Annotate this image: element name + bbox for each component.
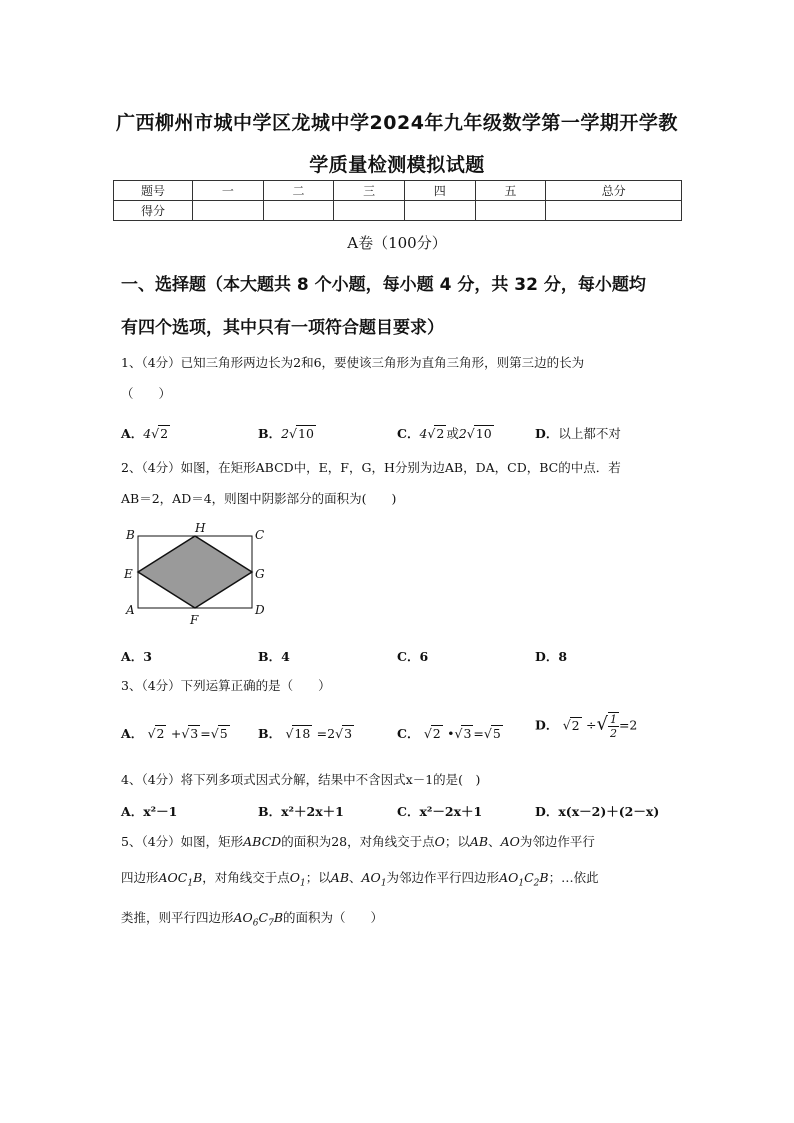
math-text: C: [524, 870, 534, 885]
text: 5、（4分）如图，矩形: [121, 834, 244, 849]
q3-option-c[interactable]: [397, 724, 503, 742]
radicand: 3: [463, 726, 472, 741]
math-text: ABCD: [243, 834, 282, 849]
radicand: 5: [492, 726, 501, 741]
text: ；…依此: [548, 870, 599, 885]
radicand: 18: [294, 726, 311, 741]
q3-option-a[interactable]: [121, 724, 230, 742]
text: ；以: [444, 834, 470, 849]
q3-option-d[interactable]: [535, 712, 637, 740]
label-a: A: [126, 603, 135, 617]
part1-heading-line2: 有四个选项，其中只有一项符合题目要求）: [121, 318, 444, 338]
q4-option-d[interactable]: D．x(x－2)＋(2－x): [535, 804, 660, 819]
operator: •: [447, 726, 455, 741]
label-h: H: [195, 521, 206, 535]
q2-stem-line1: 2、（4分）如图，在矩形ABCD中，E，F，G，H分别为边AB，DA，CD，BC的中点．若: [121, 460, 621, 475]
score-header-cell: 三: [334, 181, 405, 201]
sqrt-icon: √: [466, 426, 475, 441]
q3-option-b[interactable]: [258, 724, 354, 742]
score-blank-cell[interactable]: [546, 201, 682, 221]
math-text: AB: [469, 834, 489, 849]
q1-option-c[interactable]: [397, 424, 494, 442]
math-text: B: [193, 870, 203, 885]
label-g: G: [255, 567, 265, 581]
option-label: C．: [397, 726, 420, 741]
q2-option-d[interactable]: D．8: [535, 649, 568, 664]
option-label: B．: [258, 426, 282, 441]
score-blank-cell[interactable]: [334, 201, 405, 221]
sqrt-icon: √: [151, 426, 160, 441]
radicand: 10: [475, 426, 492, 441]
q5-stem-line3: [121, 902, 681, 940]
sqrt-icon: √: [427, 426, 436, 441]
operator: =: [473, 726, 484, 741]
q2-option-a[interactable]: A．3: [121, 649, 152, 664]
subscript: 1: [518, 878, 525, 889]
math-text: O: [289, 870, 301, 885]
math-text: AOC: [158, 870, 188, 885]
math-text: AO: [361, 870, 381, 885]
sqrt-icon: √: [562, 717, 571, 733]
text: 的面积为28，对角线交于点: [281, 834, 435, 849]
text: 为邻边作平行: [519, 834, 595, 849]
numerator: 1: [609, 713, 617, 726]
sqrt-icon: √: [285, 726, 294, 741]
section-a-heading: A卷（100分）: [347, 234, 447, 252]
q2-stem-line2: AB＝2，AD＝4，则图中阴影部分的面积为( ): [121, 491, 397, 506]
math-text: AB: [330, 870, 350, 885]
coef: 4: [143, 426, 152, 441]
q1-stem-line2: （ ）: [121, 386, 172, 401]
label-d: D: [255, 603, 265, 617]
q2-rectangle-figure: [118, 520, 278, 630]
radicand: 2: [156, 726, 165, 741]
shaded-rhombus: [138, 536, 252, 608]
score-row-label: 得分: [114, 201, 193, 221]
math-text: C: [258, 910, 269, 925]
coef: 2: [458, 426, 467, 441]
text: 类推，则平行四边形: [121, 910, 234, 925]
score-header-cell: 总分: [546, 181, 682, 201]
label-f: F: [190, 613, 199, 627]
option-label: B．: [258, 726, 282, 741]
radicand: 2: [436, 426, 445, 441]
sqrt-icon: √: [454, 726, 463, 741]
radicand: 2: [571, 717, 580, 733]
text: ；以: [305, 870, 331, 885]
coef: 2: [281, 426, 290, 441]
subscript: 7: [268, 918, 274, 929]
score-blank-cell[interactable]: [193, 201, 264, 221]
operator: ÷: [585, 717, 597, 733]
q2-option-b[interactable]: B．4: [258, 649, 290, 664]
option-label: D．: [535, 717, 559, 733]
operator: =2: [618, 717, 638, 733]
math-text: AO: [233, 910, 253, 925]
operator: =: [200, 726, 211, 741]
score-header-cell: 四: [404, 181, 475, 201]
q5-stem-line2: [121, 862, 681, 900]
sqrt-icon: √: [335, 726, 344, 741]
text: 、: [349, 870, 362, 885]
subscript: 2: [533, 878, 540, 889]
q1-option-d[interactable]: [535, 424, 621, 442]
sqrt-icon: √: [147, 726, 156, 741]
option-label: A．: [121, 426, 144, 441]
subscript: 1: [300, 878, 306, 889]
score-table-score-row: [114, 201, 682, 221]
score-blank-cell[interactable]: [404, 201, 475, 221]
operator: +: [170, 726, 182, 741]
text: 四边形: [121, 870, 159, 885]
text: 的面积为（ ）: [283, 910, 384, 925]
q2-option-c[interactable]: C．6: [397, 649, 429, 664]
subscript: 1: [380, 878, 387, 889]
option-label: C．: [397, 426, 420, 441]
radicand: 3: [190, 726, 199, 741]
sqrt-icon: √: [210, 726, 219, 741]
score-header-cell: 题号: [114, 181, 193, 201]
radicand: 2: [432, 726, 441, 741]
score-blank-cell[interactable]: [263, 201, 334, 221]
or-text: 或: [446, 426, 459, 441]
math-text: B: [539, 870, 549, 885]
label-c: C: [255, 528, 265, 542]
q1-option-a[interactable]: [121, 424, 170, 442]
q4-option-c[interactable]: C．x²－2x＋1: [397, 804, 483, 819]
radicand: 10: [298, 426, 314, 441]
text: ，对角线交于点: [202, 870, 290, 885]
score-header-cell: 一: [193, 181, 264, 201]
score-header-cell: 五: [475, 181, 546, 201]
option-label: D．: [535, 426, 559, 441]
radicand: 3: [344, 726, 353, 741]
q1-stem-line1: 1、（4分）已知三角形两边长为2和6，要使该三角形为直角三角形，则第三边的长为: [121, 355, 585, 370]
math-text: O: [434, 834, 445, 849]
q5-stem-line1: [121, 826, 681, 858]
text: 、: [488, 834, 501, 849]
label-e: E: [124, 567, 133, 581]
sqrt-icon: √: [596, 713, 608, 735]
q4-option-b[interactable]: B．x²＋2x＋1: [258, 804, 344, 819]
part1-heading-line1: 一、选择题（本大题共 8 个小题，每小题 4 分，共 32 分，每小题均: [121, 275, 646, 295]
sqrt-icon: √: [423, 726, 432, 741]
q3-stem: 3、（4分）下列运算正确的是（ ）: [121, 678, 331, 693]
page-title-line1: 广西柳州市城中学区龙城中学2024年九年级数学第一学期开学教: [116, 112, 678, 134]
score-header-cell: 二: [263, 181, 334, 201]
score-table: [113, 180, 682, 221]
fraction: [608, 712, 619, 740]
q4-stem: 4、（4分）将下列多项式因式分解，结果中不含因式x－1的是( ): [121, 772, 481, 787]
math-text: AO: [499, 870, 519, 885]
score-table-header-row: [114, 181, 682, 201]
math-text: AO: [500, 834, 520, 849]
sqrt-icon: √: [483, 726, 492, 741]
label-b: B: [126, 528, 135, 542]
subscript: 6: [252, 918, 259, 929]
option-text: 以上都不对: [558, 426, 621, 441]
q1-option-b[interactable]: [258, 424, 316, 442]
score-blank-cell[interactable]: [475, 201, 546, 221]
math-text: B: [273, 910, 284, 925]
text: 为邻边作平行四边形: [386, 870, 500, 885]
option-label: A．: [121, 726, 144, 741]
page-title-line2: 学质量检测模拟试题: [309, 154, 485, 176]
subscript: 1: [187, 878, 194, 889]
q4-option-a[interactable]: A．x²－1: [121, 804, 178, 819]
denominator: 2: [609, 727, 617, 740]
sqrt-icon: √: [289, 426, 297, 441]
radicand: 5: [219, 726, 228, 741]
sqrt-icon: √: [181, 726, 190, 741]
operator: =2: [316, 726, 336, 741]
coef: 4: [419, 426, 428, 441]
radicand: 2: [160, 426, 169, 441]
